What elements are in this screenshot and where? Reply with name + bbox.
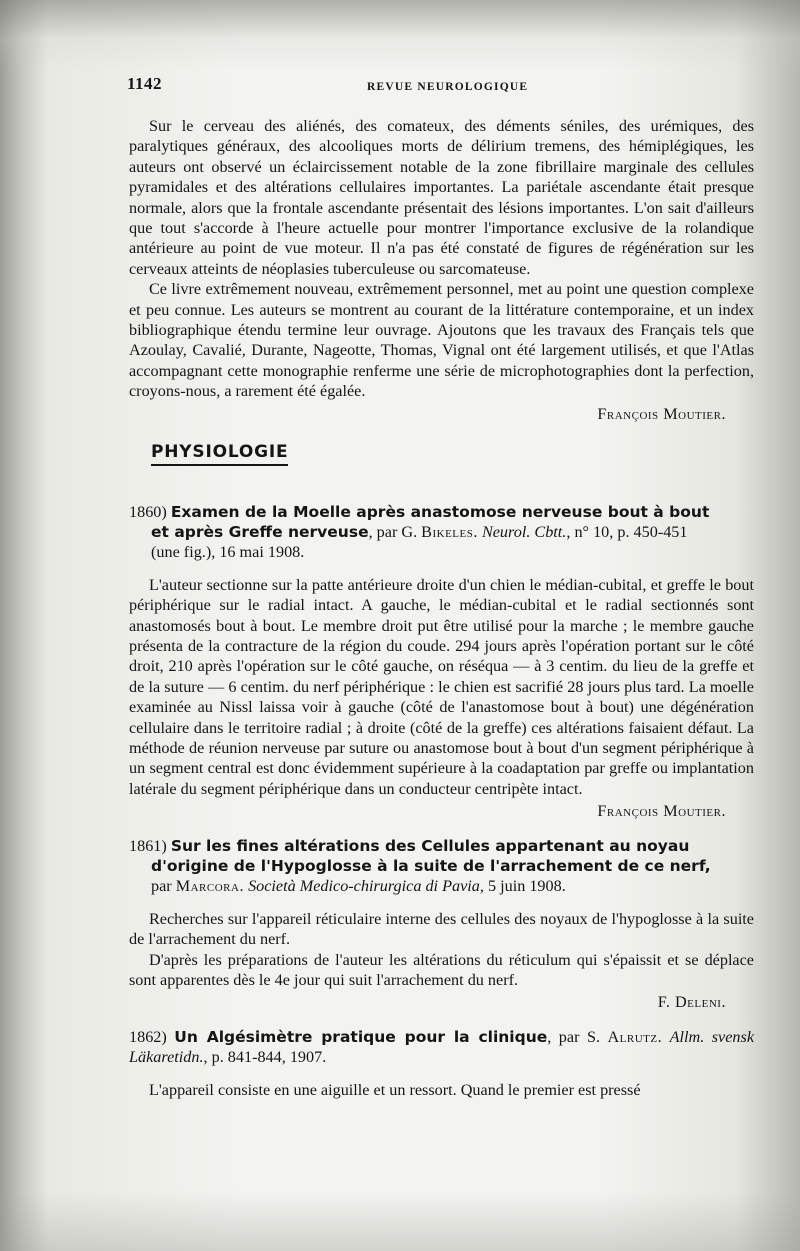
entry-body: L'appareil consiste en une aiguille et un ressort. Quand le premier est pressé	[149, 1080, 641, 1099]
intro-signature: François Moutier.	[597, 404, 726, 423]
entry-header	[129, 1027, 754, 1068]
abstract-entry-1860	[129, 502, 754, 822]
entry-by: par	[151, 877, 172, 896]
intro-paragraph-2: Ce livre extrêmement nouveau, extrêmement personnel, met au point une question complexe et peu connue. Les auteurs se montrent au courant de la littérature contemporaine, et un index bibliographique étendu termine leur ouvrage. Ajoutons que les travaux des Français tels que Azoulay, Cavalié, Durante, Nageotte, Thomas, Vignal ont été largement utilisés, et que l'Atlas accompagnant cette monographie renferme une série de microphotographies dont la perfection, croyons-nous, a rarement été égalée.	[129, 280, 754, 401]
running-head	[129, 74, 754, 96]
entry-signature: François Moutier.	[597, 802, 726, 821]
entry-author: Marcora.	[175, 877, 245, 896]
entry-title: Examen de la Moelle après anastomose nerveuse bout à bout	[170, 502, 710, 521]
abstract-entry-1862	[129, 1027, 754, 1100]
entry-number: 1860)	[129, 502, 167, 521]
entry-details: , p. 841-844, 1907.	[203, 1048, 327, 1067]
entry-by: , par G.	[368, 522, 418, 541]
entry-number: 1862)	[129, 1027, 167, 1046]
entry-title-continued: d'origine de l'Hypoglosse à la suite de l'arrachement de ce nerf,	[151, 857, 711, 875]
entry-body-2: D'après les préparations de l'auteur les altérations du réticulum qui s'épaissit et se déplace sont apparentes dès le 4e jour qui suit l'arrachement du nerf.	[129, 950, 754, 990]
page-content	[129, 74, 754, 1100]
entry-header-line-2	[129, 522, 754, 542]
entry-title: Sur les fines altérations des Cellules appartenant au noyau	[170, 836, 690, 855]
page-number: 1142	[127, 74, 163, 93]
entry-details: , n° 10, p. 450-451	[566, 522, 688, 541]
entry-header	[129, 502, 754, 563]
entry-author: Bikeles.	[421, 522, 478, 541]
entry-number: 1861)	[129, 836, 167, 855]
entry-source: Neurol. Cbtt.	[481, 522, 567, 541]
entry-details: 5 juin 1908.	[487, 877, 566, 896]
entry-source: Società Medico-chirurgica di Pavia,	[248, 877, 484, 896]
entry-body-1: Recherches sur l'appareil réticulaire interne des cellules des noyaux de l'hypoglosse à la suite de l'arrachement du nerf.	[129, 909, 754, 949]
scan-top-shadow	[0, 0, 800, 70]
entry-signature: F. Deleni.	[657, 993, 726, 1012]
entry-header	[129, 836, 754, 897]
abstract-entry-1861	[129, 836, 754, 1013]
entry-author: Alrutz.	[607, 1027, 663, 1046]
entry-by: , par S.	[547, 1027, 600, 1046]
section-heading: PHYSIOLOGIE	[151, 442, 288, 465]
entry-title-continued: et après Greffe nerveuse	[151, 522, 369, 541]
entry-title: Un Algésimètre pratique pour la clinique	[174, 1027, 548, 1046]
entry-header-line-3	[129, 876, 754, 896]
entry-header-line-3: (une fig.), 16 mai 1908.	[151, 543, 305, 562]
scan-bottom-shadow	[0, 1191, 800, 1251]
entry-body: L'auteur sectionne sur la patte antérieure droite d'un chien le médian-cubital, et greffe le bout périphérique sur le radial intact. A gauche, le médian-cubital et le radial sectionnés sont anastomosés bout à bout. Le membre droit put être utilisé pour la marche ; le membre gauche présenta de la contracture de la région du coude. 294 jours après l'opération portant sur le côté droit, 210 après l'opération sur le côté gauche, on réséqua — à 3 centim. du lieu de la greffe et de la suture — 6 centim. du nerf périphérique : le chien est sacrifié 28 jours plus tard. La moelle examinée au Nissl laissa voir à gauche (côté de l'anastomose bout à bout) une dégénération cellulaire dans le territoire radial ; à droite (côté de la greffe) ces altérations faisaient défaut. La méthode de réunion nerveuse par suture ou anastomose bout à bout d'un segment périphérique à un segment central est donc évidemment supérieure à la coadaptation par greffe ou implantation latérale du segment périphérique dans un conducteur centripète intact.	[129, 575, 754, 798]
journal-title: REVUE NEUROLOGIQUE	[367, 81, 529, 93]
entry-source: Allm. svensk Läkaretidn.	[129, 1027, 755, 1067]
intro-paragraph-1: Sur le cerveau des aliénés, des comateux, des déments séniles, des urémiques, des paralytiques généraux, des alcooliques morts de délirium tremens, des hémiplégiques, les auteurs ont observé un éclaircissement notable de la zone fibrillaire marginale des cellules pyramidales et des altérations cellulaires importantes. La pariétale ascendante était presque normale, alors que la frontale ascendante présentait des lésions importantes. L'on sait d'ailleurs que tout s'accorde à l'heure actuelle pour montrer l'importance exclusive de la rolandique antérieure au point de vue moteur. Il n'a pas été constaté de figures de régénération sur les cerveaux atteints de néoplasies tuberculeuse ou sarcomateuse.	[129, 117, 754, 278]
